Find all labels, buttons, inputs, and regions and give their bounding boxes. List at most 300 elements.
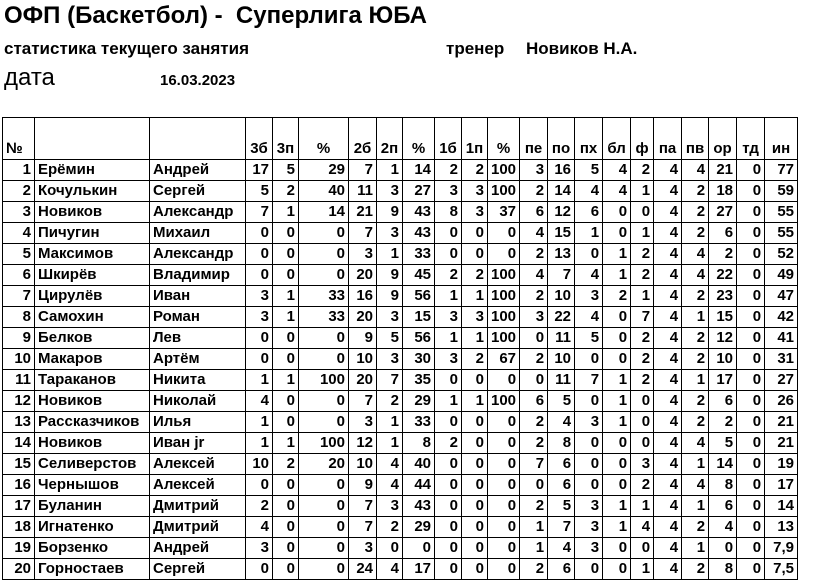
table-cell: 0: [246, 328, 273, 349]
table-cell: 12: [548, 202, 575, 223]
table-cell: 0: [273, 391, 299, 412]
table-cell: 55: [765, 223, 798, 244]
table-cell: 33: [403, 412, 435, 433]
table-row: [3, 160, 798, 181]
table-cell: 1: [273, 307, 299, 328]
table-cell: 0: [273, 244, 299, 265]
table-cell: 7: [349, 496, 377, 517]
table-cell: 2: [435, 265, 462, 286]
table-cell: 3: [435, 307, 462, 328]
table-cell: 0: [246, 223, 273, 244]
firstname-cell: Илья: [150, 412, 246, 433]
table-cell: 3: [377, 181, 403, 202]
table-cell: 0: [488, 412, 520, 433]
table-cell: 24: [349, 559, 377, 580]
table-cell: 0: [520, 328, 548, 349]
table-cell: 0: [273, 496, 299, 517]
table-cell: 4: [654, 538, 682, 559]
table-cell: 45: [403, 265, 435, 286]
table-cell: 2: [273, 454, 299, 475]
table-cell: 3: [575, 538, 603, 559]
table-cell: 0: [575, 454, 603, 475]
table-cell: 100: [488, 265, 520, 286]
table-cell: 27: [709, 202, 737, 223]
table-cell: 0: [462, 412, 488, 433]
table-cell: 1: [631, 496, 654, 517]
table-cell: 4: [654, 328, 682, 349]
table-cell: 14: [299, 202, 349, 223]
table-cell: 4: [654, 370, 682, 391]
surname-cell: Борзенко: [35, 538, 150, 559]
table-cell: 2: [520, 181, 548, 202]
table-cell: 0: [737, 286, 765, 307]
table-cell: 0: [488, 244, 520, 265]
table-cell: 9: [349, 475, 377, 496]
table-cell: 0: [737, 160, 765, 181]
table-cell: 0: [299, 496, 349, 517]
surname-cell: Ерёмин: [35, 160, 150, 181]
date-label: дата: [4, 64, 55, 91]
table-cell: 41: [765, 328, 798, 349]
surname-cell: Буланин: [35, 496, 150, 517]
table-cell: 43: [403, 223, 435, 244]
surname-cell: Пичугин: [35, 223, 150, 244]
column-header: 3б: [246, 118, 273, 160]
table-cell: 0: [603, 307, 631, 328]
table-cell: 19: [765, 454, 798, 475]
table-cell: 3: [435, 349, 462, 370]
table-cell: 33: [299, 307, 349, 328]
column-header: пв: [682, 118, 709, 160]
table-cell: 2: [435, 160, 462, 181]
table-cell: 2: [682, 181, 709, 202]
table-cell: 7,5: [765, 559, 798, 580]
table-cell: 1: [462, 286, 488, 307]
table-cell: 100: [299, 433, 349, 454]
column-header: [35, 118, 150, 160]
table-cell: 2: [709, 412, 737, 433]
surname-cell: Игнатенко: [35, 517, 150, 538]
table-cell: 2: [435, 433, 462, 454]
table-cell: 4: [654, 433, 682, 454]
table-cell: 6: [709, 223, 737, 244]
table-cell: 26: [765, 391, 798, 412]
column-header: %: [403, 118, 435, 160]
table-cell: 5: [548, 391, 575, 412]
table-cell: 2: [631, 370, 654, 391]
table-cell: 14: [765, 496, 798, 517]
table-cell: 1: [273, 286, 299, 307]
table-cell: 0: [737, 454, 765, 475]
column-header: пх: [575, 118, 603, 160]
firstname-cell: Александр: [150, 244, 246, 265]
table-cell: 2: [682, 349, 709, 370]
surname-cell: Новиков: [35, 433, 150, 454]
table-cell: 3: [377, 349, 403, 370]
table-cell: 9: [3, 328, 35, 349]
table-cell: 11: [548, 328, 575, 349]
table-cell: 0: [435, 223, 462, 244]
table-cell: 10: [709, 349, 737, 370]
table-cell: 7: [349, 517, 377, 538]
column-header: па: [654, 118, 682, 160]
firstname-cell: Николай: [150, 391, 246, 412]
table-cell: 2: [520, 349, 548, 370]
table-cell: 15: [709, 307, 737, 328]
table-cell: 2: [520, 286, 548, 307]
table-cell: 6: [709, 391, 737, 412]
surname-cell: Горностаев: [35, 559, 150, 580]
table-cell: 21: [765, 412, 798, 433]
table-cell: 0: [631, 202, 654, 223]
table-cell: 1: [435, 391, 462, 412]
table-cell: 0: [462, 454, 488, 475]
table-cell: 5: [709, 433, 737, 454]
table-cell: 6: [3, 265, 35, 286]
table-cell: 3: [246, 307, 273, 328]
table-cell: 0: [488, 538, 520, 559]
table-row: [3, 202, 798, 223]
table-cell: 33: [403, 244, 435, 265]
table-cell: 2: [377, 391, 403, 412]
table-cell: 0: [520, 370, 548, 391]
table-cell: 8: [435, 202, 462, 223]
table-cell: 2: [603, 286, 631, 307]
table-row: [3, 328, 798, 349]
table-cell: 4: [575, 307, 603, 328]
table-cell: 3: [462, 181, 488, 202]
column-header: пе: [520, 118, 548, 160]
table-cell: 4: [654, 307, 682, 328]
surname-cell: Новиков: [35, 202, 150, 223]
table-cell: 2: [462, 265, 488, 286]
table-cell: 0: [737, 412, 765, 433]
table-cell: 29: [299, 160, 349, 181]
table-cell: 0: [435, 538, 462, 559]
table-cell: 4: [654, 286, 682, 307]
table-cell: 3: [349, 244, 377, 265]
table-cell: 0: [631, 538, 654, 559]
table-cell: 4: [654, 244, 682, 265]
table-cell: 9: [377, 265, 403, 286]
table-cell: 0: [737, 370, 765, 391]
column-header: бл: [603, 118, 631, 160]
table-cell: 2: [520, 496, 548, 517]
table-cell: 14: [548, 181, 575, 202]
header-row: [3, 118, 798, 160]
table-row: [3, 265, 798, 286]
table-cell: 0: [737, 559, 765, 580]
table-cell: 2: [462, 349, 488, 370]
table-cell: 27: [403, 181, 435, 202]
table-cell: 0: [462, 433, 488, 454]
table-cell: 10: [3, 349, 35, 370]
firstname-cell: Андрей: [150, 538, 246, 559]
table-cell: 0: [435, 244, 462, 265]
table-cell: 4: [548, 538, 575, 559]
table-cell: 2: [246, 496, 273, 517]
table-cell: 0: [273, 328, 299, 349]
table-cell: 1: [520, 538, 548, 559]
table-cell: 8: [548, 433, 575, 454]
table-cell: 0: [488, 370, 520, 391]
table-cell: 2: [631, 349, 654, 370]
table-cell: 12: [709, 328, 737, 349]
table-cell: 0: [299, 391, 349, 412]
firstname-cell: Андрей: [150, 160, 246, 181]
table-cell: 3: [377, 223, 403, 244]
table-cell: 6: [520, 202, 548, 223]
table-cell: 12: [349, 433, 377, 454]
table-cell: 3: [349, 412, 377, 433]
table-cell: 4: [603, 160, 631, 181]
table-cell: 4: [654, 517, 682, 538]
table-cell: 4: [575, 181, 603, 202]
table-cell: 4: [654, 349, 682, 370]
table-cell: 15: [3, 454, 35, 475]
table-cell: 0: [737, 202, 765, 223]
table-cell: 0: [603, 454, 631, 475]
table-row: [3, 181, 798, 202]
table-cell: 2: [709, 244, 737, 265]
column-header: ин: [765, 118, 798, 160]
table-cell: 1: [3, 160, 35, 181]
table-cell: 0: [603, 223, 631, 244]
table-cell: 0: [737, 223, 765, 244]
table-cell: 0: [246, 559, 273, 580]
table-cell: 11: [3, 370, 35, 391]
table-cell: 0: [462, 223, 488, 244]
table-cell: 56: [403, 328, 435, 349]
table-cell: 3: [631, 454, 654, 475]
firstname-cell: Александр: [150, 202, 246, 223]
table-cell: 2: [3, 181, 35, 202]
table-cell: 4: [654, 265, 682, 286]
table-cell: 100: [488, 160, 520, 181]
table-cell: 0: [488, 475, 520, 496]
firstname-cell: Сергей: [150, 181, 246, 202]
table-cell: 1: [603, 412, 631, 433]
surname-cell: Тараканов: [35, 370, 150, 391]
table-cell: 3: [462, 307, 488, 328]
table-cell: 1: [377, 412, 403, 433]
table-cell: 0: [631, 412, 654, 433]
table-cell: 4: [654, 454, 682, 475]
table-cell: 3: [435, 181, 462, 202]
table-cell: 2: [520, 412, 548, 433]
table-row: [3, 475, 798, 496]
table-cell: 0: [299, 244, 349, 265]
table-cell: 1: [435, 286, 462, 307]
table-cell: 20: [349, 370, 377, 391]
table-cell: 1: [682, 370, 709, 391]
table-cell: 0: [435, 454, 462, 475]
table-cell: 0: [575, 349, 603, 370]
table-cell: 0: [299, 538, 349, 559]
surname-cell: Чернышов: [35, 475, 150, 496]
table-cell: 11: [349, 181, 377, 202]
subtitle: статистика текущего занятия: [4, 39, 249, 58]
table-cell: 2: [631, 475, 654, 496]
table-cell: 0: [273, 475, 299, 496]
table-cell: 3: [349, 538, 377, 559]
table-cell: 4: [548, 412, 575, 433]
table-cell: 0: [603, 538, 631, 559]
table-cell: 1: [273, 433, 299, 454]
firstname-cell: Роман: [150, 307, 246, 328]
table-cell: 5: [273, 160, 299, 181]
table-cell: 2: [631, 160, 654, 181]
table-cell: 35: [403, 370, 435, 391]
table-cell: 1: [682, 538, 709, 559]
table-cell: 0: [737, 265, 765, 286]
table-cell: 52: [765, 244, 798, 265]
firstname-cell: Сергей: [150, 559, 246, 580]
table-cell: 0: [737, 538, 765, 559]
table-cell: 2: [520, 559, 548, 580]
table-cell: 16: [3, 475, 35, 496]
table-cell: 1: [246, 370, 273, 391]
column-header: [150, 118, 246, 160]
table-cell: 5: [575, 160, 603, 181]
table-cell: 2: [682, 286, 709, 307]
table-row: [3, 223, 798, 244]
table-cell: 3: [575, 412, 603, 433]
table-cell: 49: [765, 265, 798, 286]
table-cell: 1: [246, 433, 273, 454]
column-header: ф: [631, 118, 654, 160]
column-header: по: [548, 118, 575, 160]
table-cell: 20: [349, 265, 377, 286]
firstname-cell: Лев: [150, 328, 246, 349]
surname-cell: Кочулькин: [35, 181, 150, 202]
table-cell: 7: [377, 370, 403, 391]
table-row: [3, 559, 798, 580]
table-cell: 0: [631, 433, 654, 454]
table-cell: 17: [403, 559, 435, 580]
table-cell: 2: [682, 223, 709, 244]
table-cell: 43: [403, 202, 435, 223]
table-cell: 18: [3, 517, 35, 538]
table-cell: 15: [403, 307, 435, 328]
table-cell: 0: [299, 223, 349, 244]
table-cell: 2: [631, 328, 654, 349]
table-cell: 0: [273, 517, 299, 538]
table-cell: 0: [435, 559, 462, 580]
table-cell: 2: [682, 412, 709, 433]
table-cell: 7: [246, 202, 273, 223]
table-cell: 0: [377, 538, 403, 559]
table-cell: 20: [349, 307, 377, 328]
column-header: %: [488, 118, 520, 160]
table-cell: 0: [403, 538, 435, 559]
table-cell: 4: [654, 160, 682, 181]
table-cell: 100: [488, 181, 520, 202]
table-cell: 16: [349, 286, 377, 307]
stats-table: [2, 117, 798, 580]
table-cell: 0: [435, 496, 462, 517]
table-cell: 30: [403, 349, 435, 370]
surname-cell: Шкирёв: [35, 265, 150, 286]
table-cell: 67: [488, 349, 520, 370]
table-cell: 0: [488, 223, 520, 244]
table-cell: 27: [765, 370, 798, 391]
column-header: 3п: [273, 118, 299, 160]
table-cell: 4: [654, 559, 682, 580]
table-cell: 3: [246, 286, 273, 307]
table-cell: 6: [548, 475, 575, 496]
table-row: [3, 454, 798, 475]
column-header: тд: [737, 118, 765, 160]
table-cell: 31: [765, 349, 798, 370]
column-header: 1п: [462, 118, 488, 160]
firstname-cell: Алексей: [150, 475, 246, 496]
table-cell: 4: [682, 433, 709, 454]
table-cell: 3: [575, 496, 603, 517]
table-cell: 2: [682, 517, 709, 538]
table-cell: 13: [548, 244, 575, 265]
table-cell: 3: [520, 307, 548, 328]
table-cell: 0: [273, 412, 299, 433]
table-cell: 0: [435, 517, 462, 538]
table-cell: 100: [488, 391, 520, 412]
table-cell: 7: [349, 160, 377, 181]
table-cell: 4: [682, 244, 709, 265]
table-cell: 0: [709, 538, 737, 559]
table-cell: 3: [575, 286, 603, 307]
table-cell: 0: [575, 433, 603, 454]
table-cell: 4: [654, 412, 682, 433]
table-cell: 4: [709, 517, 737, 538]
table-cell: 21: [349, 202, 377, 223]
table-cell: 0: [603, 349, 631, 370]
table-cell: 6: [548, 454, 575, 475]
table-row: [3, 349, 798, 370]
table-cell: 55: [765, 202, 798, 223]
table-row: [3, 433, 798, 454]
page-title: ОФП (Баскетбол) - Суперлига ЮБА: [4, 2, 427, 29]
table-cell: 18: [709, 181, 737, 202]
table-cell: 4: [682, 265, 709, 286]
table-cell: 0: [488, 454, 520, 475]
table-cell: 17: [246, 160, 273, 181]
table-cell: 0: [462, 517, 488, 538]
table-cell: 1: [435, 328, 462, 349]
table-cell: 6: [709, 496, 737, 517]
table-cell: 0: [299, 559, 349, 580]
table-row: [3, 307, 798, 328]
table-cell: 42: [765, 307, 798, 328]
table-cell: 44: [403, 475, 435, 496]
table-cell: 5: [3, 244, 35, 265]
column-header: 2п: [377, 118, 403, 160]
table-cell: 3: [575, 517, 603, 538]
table-cell: 14: [3, 433, 35, 454]
table-cell: 7: [349, 391, 377, 412]
column-header: %: [299, 118, 349, 160]
surname-cell: Селиверстов: [35, 454, 150, 475]
table-cell: 0: [488, 559, 520, 580]
table-cell: 21: [765, 433, 798, 454]
table-cell: 6: [548, 559, 575, 580]
table-cell: 1: [682, 454, 709, 475]
table-cell: 10: [349, 454, 377, 475]
table-cell: 5: [246, 181, 273, 202]
table-cell: 0: [435, 370, 462, 391]
table-cell: 4: [3, 223, 35, 244]
table-cell: 0: [575, 475, 603, 496]
table-cell: 1: [377, 244, 403, 265]
